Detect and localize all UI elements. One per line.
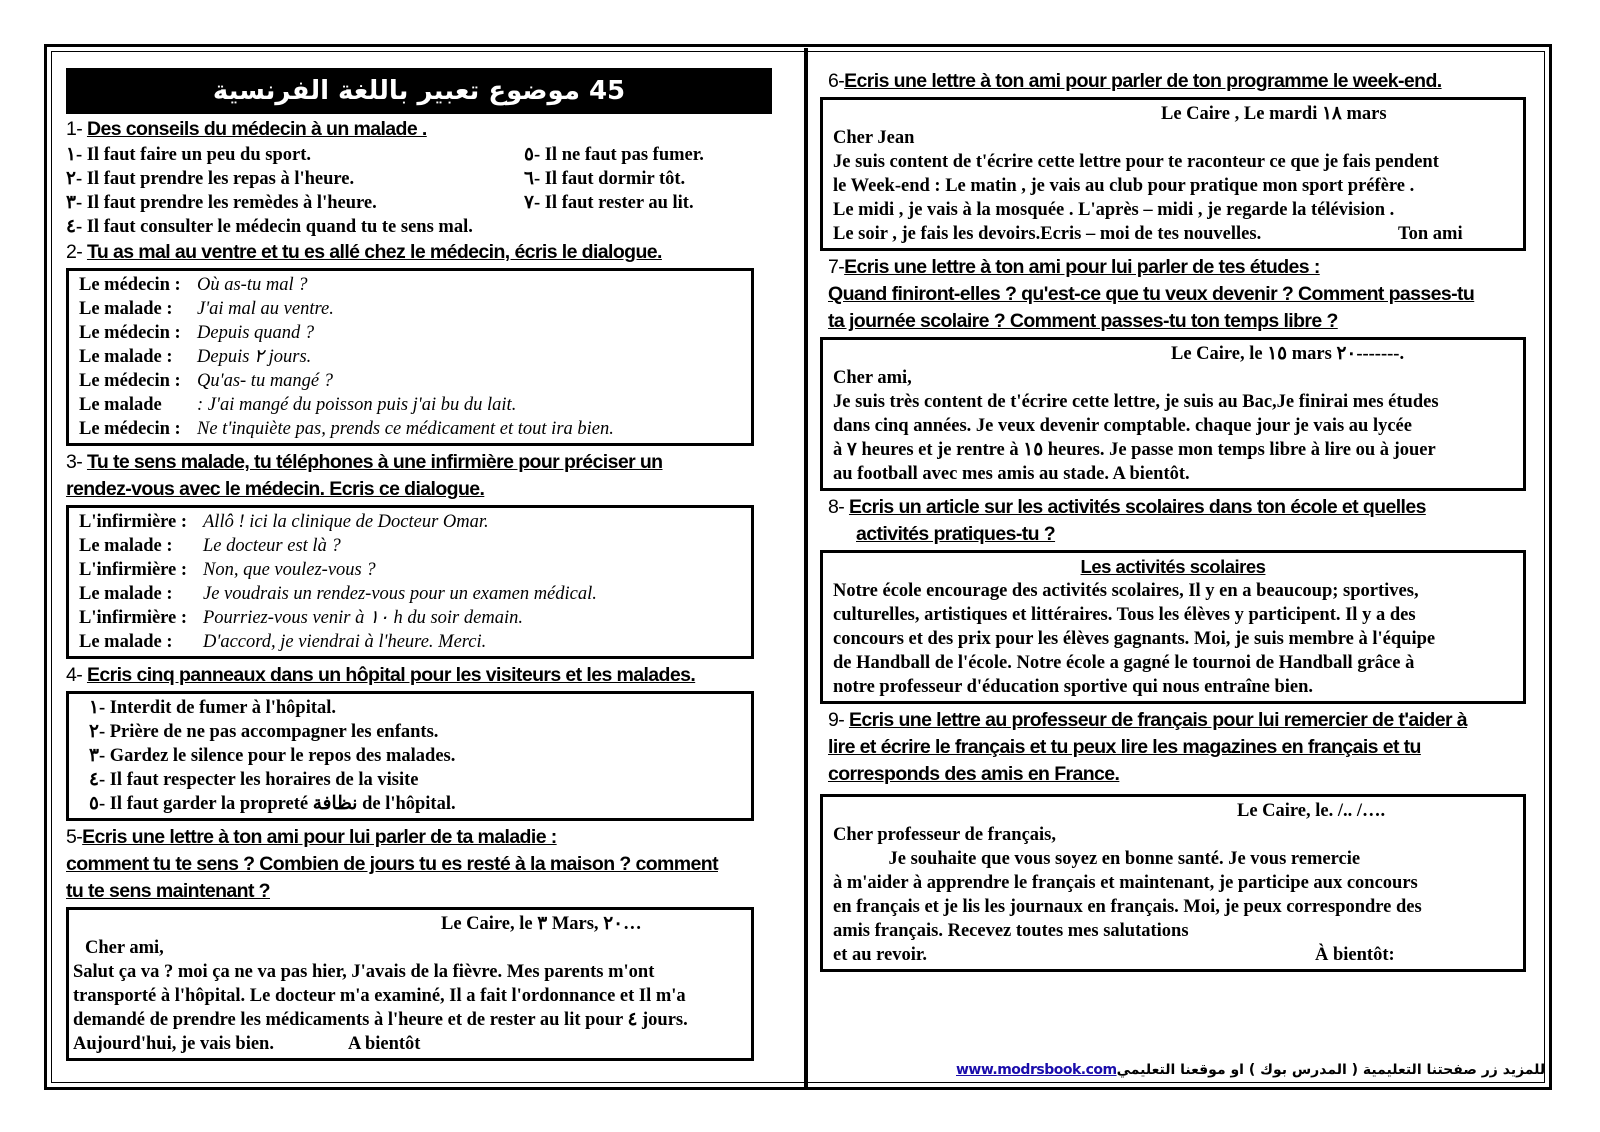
section-9-letter-box [820, 794, 1526, 972]
right-column [828, 68, 1540, 975]
letter-line: Aujourd'hui, je vais bien. [73, 1034, 274, 1054]
speaker: Le malade [79, 395, 162, 415]
letter-closing [73, 1032, 741, 1056]
section-4-signs-box [66, 691, 754, 821]
section-9-heading-cont [828, 734, 1540, 761]
section-9-heading [828, 707, 1540, 734]
dialogue-line [79, 510, 741, 534]
letter-line: au football avec mes amis au stade. A bientôt. [833, 464, 1190, 484]
dialogue-line [79, 417, 741, 441]
advice-row [66, 191, 772, 215]
sign-item: ٤- Il faut respecter les horaires de la visite [89, 770, 419, 790]
section-2-dialogue-box [66, 268, 754, 446]
letter-date: Le Caire, le. /.. /…. [1237, 801, 1386, 821]
section-title: ta journée scolaire ? Comment passes-tu ton temps libre ? [828, 310, 1338, 332]
advice-item: ٣- Il faut prendre les remèdes à l'heure. [66, 193, 377, 213]
speaker: Le médecin : [79, 419, 181, 439]
utterance: : J'ai mangé du poisson puis j'ai bu du lait. [197, 395, 517, 415]
utterance: J'ai mal au ventre. [197, 299, 334, 319]
speaker: Le malade : [79, 347, 173, 367]
section-3-heading-cont [66, 476, 772, 503]
sign-item: ٢- Prière de ne pas accompagner les enfants. [89, 722, 439, 742]
section-title: Ecris une lettre à ton ami pour lui parler de ta maladie : [82, 826, 557, 848]
letter-line: Le soir , je fais les devoirs.Ecris – moi de tes nouvelles. [833, 224, 1262, 244]
section-number: 4- [66, 664, 83, 686]
speaker: L'infirmière : [79, 560, 188, 580]
section-title: corresponds des amis en France. [828, 763, 1120, 785]
left-column [66, 68, 772, 1064]
section-number: 2- [66, 241, 83, 263]
section-number: 1- [66, 118, 83, 140]
section-8-article-box [820, 550, 1526, 704]
speaker: Le médecin : [79, 323, 181, 343]
section-title: Tu as mal au ventre et tu es allé chez le médecin, écris le dialogue. [86, 241, 662, 263]
letter-date: Le Caire , Le mardi ١٨ mars [1161, 104, 1387, 124]
advice-item: ٧- Il faut rester au lit. [524, 193, 694, 213]
letter-line: demandé de prendre les médicaments à l'heure et de rester au lit pour ٤ jours. [73, 1010, 688, 1030]
dialogue-line [79, 630, 741, 654]
dialogue-line [79, 393, 741, 417]
section-5-letter-box [66, 907, 754, 1061]
dialogue-line [79, 606, 741, 630]
section-title: rendez-vous avec le médecin. Ecris ce dialogue. [66, 478, 485, 500]
letter-greeting: Cher ami, [833, 368, 912, 388]
letter-line: le Week-end : Le matin , je vais au club pour pratique mon sport préfère . [833, 176, 1415, 196]
section-7-heading-cont [828, 308, 1540, 335]
dialogue-line [79, 273, 741, 297]
letter-line: amis français. Recevez toutes mes salutations [833, 921, 1189, 941]
utterance: D'accord, je viendrai à l'heure. Merci. [203, 632, 487, 652]
speaker: L'infirmière : [79, 608, 188, 628]
section-number: 7- [828, 256, 845, 278]
letter-line: Salut ça va ? moi ça ne va pas hier, J'avais de la fièvre. Mes parents m'ont [73, 962, 655, 982]
section-4-heading [66, 662, 772, 689]
utterance: Pourriez-vous venir à ١٠ h du soir demain. [203, 608, 523, 628]
section-number: 8- [828, 496, 845, 518]
section-1-advice [66, 143, 772, 239]
section-title: activités pratiques-tu ? [856, 523, 1056, 545]
article-line: culturelles, artistiques et littéraires. Tous les élèves y participent. Il y a des [833, 605, 1416, 625]
article-title: Les activités scolaires [1080, 556, 1266, 577]
section-6-letter-box [820, 97, 1526, 251]
section-title: Ecris une lettre à ton ami pour lui parler de tes études : [844, 256, 1320, 278]
letter-greeting: Cher Jean [833, 128, 915, 148]
advice-item: ٥- Il ne faut pas fumer. [524, 145, 704, 165]
article-line: de Handball de l'école. Notre école a gagné le tournoi de Handball grâce à [833, 653, 1415, 673]
letter-date: Le Caire, le ٣ Mars, ٢٠… [441, 914, 642, 934]
section-5-heading-cont [66, 878, 772, 905]
letter-closing [833, 222, 1513, 246]
section-5-heading-cont [66, 851, 772, 878]
letter-signoff: A bientôt [348, 1034, 421, 1054]
section-title: Ecris un article sur les activités scolaires dans ton école et quelles [848, 496, 1426, 518]
utterance: Depuis quand ? [197, 323, 315, 343]
section-3-heading [66, 449, 772, 476]
letter-line: Le midi , je vais à la mosquée . L'après – midi , je regarde la télévision . [833, 200, 1395, 220]
letter-line: transporté à l'hôpital. Le docteur m'a examiné, Il a fait l'ordonnance et Il m'a [73, 986, 686, 1006]
dialogue-line [79, 297, 741, 321]
speaker: Le malade : [79, 584, 173, 604]
dialogue-line [79, 534, 741, 558]
letter-line: Je suis content de t'écrire cette lettre pour te raconteur ce que je fais pendent [833, 152, 1439, 172]
speaker: Le médecin : [79, 275, 181, 295]
section-5-heading [66, 824, 772, 851]
utterance: Où as-tu mal ? [197, 275, 308, 295]
section-title: comment tu te sens ? Combien de jours tu es resté à la maison ? comment [66, 853, 718, 875]
letter-signoff: Ton ami [1398, 224, 1463, 244]
letter-line: et au revoir. [833, 945, 928, 965]
section-title: Ecris une lettre à ton ami pour parler de ton programme le week-end. [844, 70, 1442, 92]
article-line: notre professeur d'éducation sportive qui nous entraîne bien. [833, 677, 1314, 697]
sign-item: ٥- Il faut garder la propreté نظافة de l'hôpital. [89, 794, 456, 814]
letter-line: dans cinq années. Je veux devenir comptable. chaque jour je vais au lycée [833, 416, 1412, 436]
advice-item: ٤- Il faut consulter le médecin quand tu te sens mal. [66, 217, 473, 237]
speaker: Le malade : [79, 632, 173, 652]
advice-row [66, 143, 772, 167]
speaker: L'infirmière : [79, 512, 188, 532]
advice-item: ١- Il faut faire un peu du sport. [66, 145, 311, 165]
section-title: lire et écrire le français et tu peux lire les magazines en français et tu [828, 736, 1421, 758]
footer [956, 1062, 1550, 1078]
dialogue-line [79, 321, 741, 345]
dialogue-line [79, 582, 741, 606]
letter-date: Le Caire, le ١٥ mars ٢٠-------. [1171, 344, 1405, 364]
advice-item: ٢- Il faut prendre les repas à l'heure. [66, 169, 355, 189]
section-8-heading-cont [828, 521, 1540, 548]
utterance: Ne t'inquiète pas, prends ce médicament et tout ira bien. [197, 419, 614, 439]
letter-signoff: À bientôt: [1315, 945, 1395, 965]
sign-item: ٣- Gardez le silence pour le repos des malades. [89, 746, 456, 766]
section-2-heading [66, 239, 772, 266]
utterance: Je voudrais un rendez-vous pour un examen médical. [203, 584, 597, 604]
section-1-heading [66, 116, 772, 143]
section-title: Ecris cinq panneaux dans un hôpital pour les visiteurs et les malades. [86, 664, 696, 686]
dialogue-line [79, 369, 741, 393]
speaker: Le médecin : [79, 371, 181, 391]
section-3-dialogue-box [66, 505, 754, 659]
letter-line: à m'aider à apprendre le français et maintenant, je participe aux concours [833, 873, 1418, 893]
section-9-heading-cont [828, 761, 1540, 788]
website-link[interactable]: www.modrsbook.com [956, 1062, 1117, 1078]
section-7-letter-box [820, 337, 1526, 491]
section-7-heading [828, 254, 1540, 281]
advice-row [66, 167, 772, 191]
section-title: tu te sens maintenant ? [66, 880, 270, 902]
section-6-heading [828, 68, 1540, 95]
footer-text: للمزيد زر صفحتنا التعليمية ( المدرس بوك ) او موقعنا التعليمي [1116, 1062, 1550, 1078]
letter-line: Je suis très content de t'écrire cette lettre, je suis au Bac,Je finirai mes études [833, 392, 1439, 412]
section-title: Tu te sens malade, tu téléphones à une infirmière pour préciser un [86, 451, 663, 473]
utterance: Allô ! ici la clinique de Docteur Omar. [203, 512, 489, 532]
section-title: Des conseils du médecin à un malade . [86, 118, 427, 140]
utterance: Depuis ٢ jours. [197, 347, 312, 367]
letter-closing [833, 943, 1513, 967]
letter-greeting: Cher professeur de français, [833, 825, 1057, 845]
utterance: Qu'as- tu mangé ? [197, 371, 334, 391]
section-number: 5- [66, 826, 83, 848]
advice-item: ٦- Il faut dormir tôt. [524, 169, 686, 189]
section-number: 3- [66, 451, 83, 473]
section-title: Quand finiront-elles ? qu'est-ce que tu veux devenir ? Comment passes-tu [828, 283, 1475, 305]
section-8-heading [828, 494, 1540, 521]
section-title: Ecris une lettre au professeur de français pour lui remercier de t'aider à [848, 709, 1468, 731]
column-divider [804, 48, 808, 1088]
letter-line: à ٧ heures et je rentre à ١٥ heures. Je passe mon temps libre à lire ou à jouer [833, 440, 1436, 460]
letter-line: en français et je lis les journaux en français. Moi, je peux correspondre des [833, 897, 1422, 917]
section-number: 9- [828, 709, 845, 731]
section-number: 6- [828, 70, 845, 92]
utterance: Non, que voulez-vous ? [203, 560, 376, 580]
dialogue-line [79, 345, 741, 369]
speaker: Le malade : [79, 299, 173, 319]
speaker: Le malade : [79, 536, 173, 556]
letter-greeting: Cher ami, [85, 938, 164, 958]
article-line: concours et des prix pour les élèves gagnants. Moi, je suis membre à l'équipe [833, 629, 1436, 649]
sign-item: ١- Interdit de fumer à l'hôpital. [89, 698, 337, 718]
page-title: 45 موضوع تعبير باللغة الفرنسية [66, 68, 772, 114]
letter-line: Je souhaite que vous soyez en bonne santé. Je vous remercie [833, 849, 1361, 869]
utterance: Le docteur est là ? [203, 536, 341, 556]
article-line: Notre école encourage des activités scolaires, Il y en a beaucoup; sportives, [833, 581, 1419, 601]
section-7-heading-cont [828, 281, 1540, 308]
dialogue-line [79, 558, 741, 582]
